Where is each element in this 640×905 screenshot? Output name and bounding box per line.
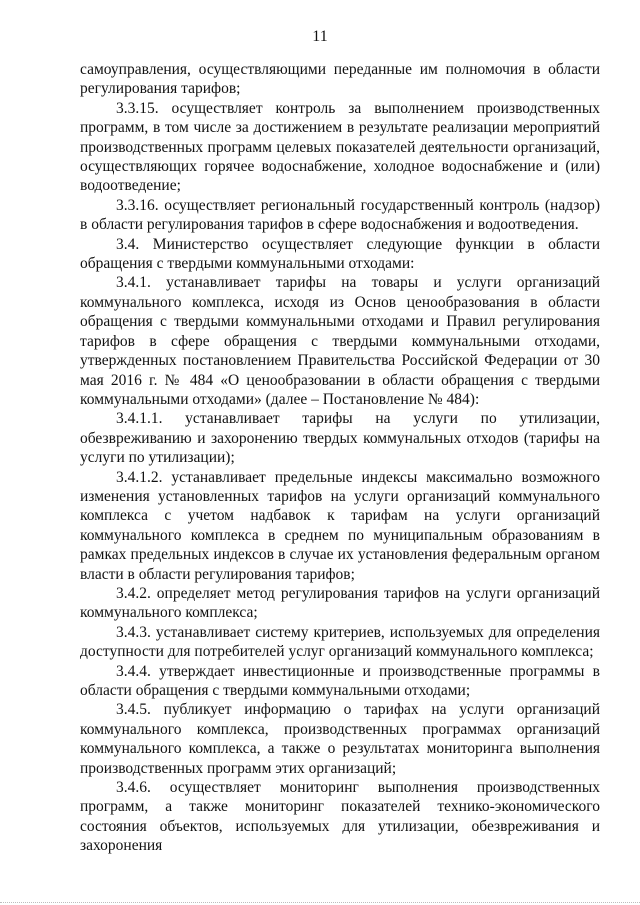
paragraph-3-4-6: 3.4.6. осуществляет мониторинг выполнения производственных программ, а также мониторинг показателей технико-экономического состояния объектов, используемых для утилизации, обезвреживания и захоронения [80,779,600,855]
scan-edge-divider [0,902,640,903]
paragraph-3-3-15: 3.3.15. осуществляет контроль за выполнением производственных программ, в том числе за достижением в результате реализации мероприятий производственных программ целевых показателей деятельности организаций, осуществляющих горячее водоснабжение, холодное водоснабжение и (или) водоотведение; [80,99,600,195]
paragraph-3-4-1-2: 3.4.1.2. устанавливает предельные индексы максимально возможного изменения установленных тарифов на услуги организаций коммунального комплекса с учетом надбавок к тарифам на услуги организаций коммунального комплекса в среднем по муниципальным образованиям в рамках предельных индексов в случае их установления федеральным органом власти в области регулирования тарифов; [80,468,600,583]
page-number: 11 [312,28,328,45]
paragraph-3-4-2: 3.4.2. определяет метод регулирования тарифов на услуги организаций коммунального комплекса; [80,584,600,622]
paragraph-3-3-16: 3.3.16. осуществляет региональный государственный контроль (надзор) в области регулирования тарифов в сфере водоснабжения и водоотведения. [80,196,600,234]
document-body [80,60,600,856]
paragraph-3-4: 3.4. Министерство осуществляет следующие функции в области обращения с твердыми коммунальными отходами: [80,235,600,273]
paragraph-3-4-3: 3.4.3. устанавливает систему критериев, используемых для определения доступности для потребителей услуг организаций коммунального комплекса; [80,623,600,661]
paragraph-3-4-5: 3.4.5. публикует информацию о тарифах на услуги организаций коммунального комплекса, производственных программах организаций коммунального комплекса, а также о результатах мониторинга выполнения производственных программ этих организаций; [80,701,600,777]
paragraph-3-4-1: 3.4.1. устанавливает тарифы на товары и услуги организаций коммунального комплекса, исходя из Основ ценообразования в области обращения с твердыми коммунальными отходами и Правил регулирования тарифов в сфере обращения с твердыми коммунальными отходами, утвержденных постановлением Правительства Российской Федерации от 30 мая 2016 г. № 484 «О ценообразовании в области обращения с твердыми коммунальными отходами» (далее – Постановление № 484): [80,274,600,408]
paragraph-continuation: самоуправления, осуществляющими переданные им полномочия в области регулирования тарифов; [80,61,600,98]
paragraph-3-4-1-1: 3.4.1.1. устанавливает тарифы на услуги по утилизации, обезвреживанию и захоронению твердых коммунальных отходов (тарифы на услуги по утилизации); [80,410,600,467]
paragraph-3-4-4: 3.4.4. утверждает инвестиционные и производственные программы в области обращения с твердыми коммунальными отходами; [80,662,600,699]
